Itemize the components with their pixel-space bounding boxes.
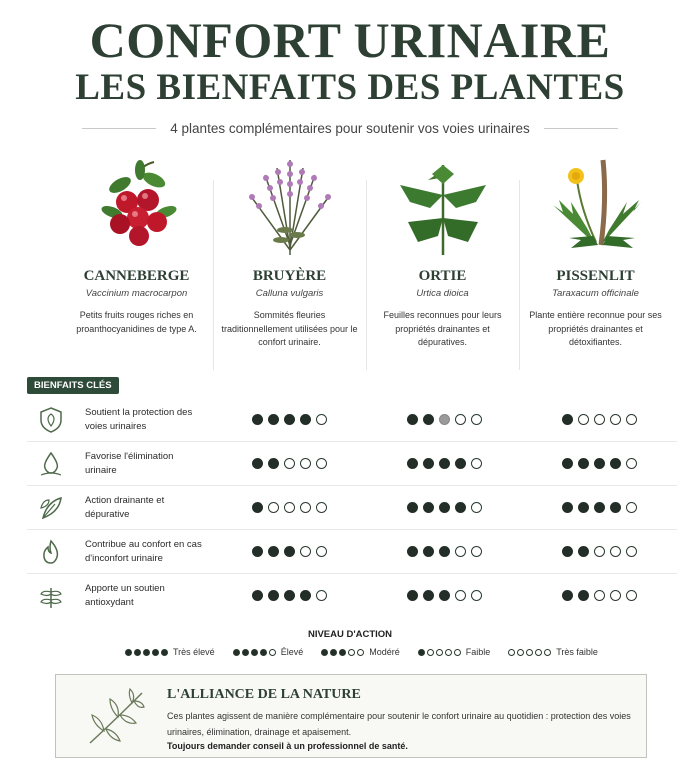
benefit-label: Contribue au confort en cas d'inconfort urinaire: [85, 539, 202, 564]
rating-dot: [423, 502, 434, 513]
legend: [125, 647, 598, 657]
rating-dot: [316, 414, 327, 425]
cranberry-illustration: [82, 150, 192, 260]
rating-dot: [471, 546, 482, 557]
rating-dot: [578, 546, 589, 557]
plant-description: Sommités fleuries traditionnellement utilisées pour le confort urinaire.: [221, 310, 358, 347]
rating-dot: [594, 546, 605, 557]
legend-label: Très élevé: [173, 647, 215, 657]
rating-dot: [300, 458, 311, 469]
rating-pissenlit: [562, 414, 637, 425]
table-row: [27, 442, 677, 486]
rating-dot: [439, 502, 450, 513]
benefits-table: [27, 398, 677, 618]
rating-dot: [252, 414, 263, 425]
benefits-badge: BIENFAITS CLÉS: [27, 377, 119, 394]
legend-dot: [357, 649, 364, 656]
plant-name: CANNEBERGE: [83, 268, 190, 284]
legend-dot: [454, 649, 461, 656]
leaf-sprig-icon: [37, 582, 65, 610]
subtitle-row: [82, 117, 618, 139]
rating-dot: [578, 502, 589, 513]
legend-dots: [418, 649, 461, 656]
plant-name: PISSENLIT: [556, 268, 635, 284]
rating-dot: [626, 590, 637, 601]
rating-dot: [578, 458, 589, 469]
rating-dot: [455, 546, 466, 557]
legend-dots: [508, 649, 551, 656]
rating-dot: [423, 546, 434, 557]
legend-dot: [161, 649, 168, 656]
rating-dot: [439, 414, 450, 425]
rating-pissenlit: [562, 546, 637, 557]
benefit-label: Action drainante et dépurative: [85, 495, 165, 520]
rating-dot: [610, 546, 621, 557]
alliance-box: [55, 674, 647, 758]
rating-ortie: [407, 458, 482, 469]
benefit-label: Favorise l'élimination urinaire: [85, 451, 174, 476]
plant-latin-name: Urtica dioica: [416, 288, 469, 299]
legend-dot: [535, 649, 542, 656]
benefit-label: Soutient la protection des voies urinaires: [85, 407, 193, 432]
rating-pissenlit: [562, 590, 637, 601]
rating-dot: [626, 414, 637, 425]
rating-dot: [407, 546, 418, 557]
rating-dot: [423, 414, 434, 425]
table-row: [27, 398, 677, 442]
dandelion-illustration: [541, 150, 651, 260]
rating-dot: [316, 590, 327, 601]
page-subtitle-heading: LES BIENFAITS DES PLANTES: [75, 67, 625, 108]
rating-dot: [268, 590, 279, 601]
legend-dot: [517, 649, 524, 656]
rating-canneberge: [252, 590, 327, 601]
legend-dot: [348, 649, 355, 656]
legend-dot: [427, 649, 434, 656]
rating-pissenlit: [562, 502, 637, 513]
rating-dot: [578, 590, 589, 601]
nettle-illustration: [388, 150, 498, 260]
rating-dot: [284, 458, 295, 469]
rating-dot: [471, 502, 482, 513]
legend-label: Élevé: [280, 647, 304, 657]
legend-dot: [242, 649, 249, 656]
flame-icon: [37, 538, 65, 566]
rating-dot: [610, 414, 621, 425]
table-row: [27, 574, 677, 618]
rating-dot: [252, 546, 263, 557]
plant-description: Plante entière reconnue pour ses propriétés drainantes et détoxifiantes.: [529, 310, 662, 347]
rating-dot: [471, 414, 482, 425]
alliance-text: Ces plantes agissent de manière complémentaire pour soutenir le confort urinaire au quotidien : protection des voies urinaires, élimination, drainage et apaisement.: [167, 711, 631, 737]
herb-branch-illustration: [84, 685, 148, 749]
legend-dot: [339, 649, 346, 656]
rating-dot: [439, 546, 450, 557]
rating-canneberge: [252, 458, 327, 469]
rating-dot: [407, 502, 418, 513]
legend-dots: [233, 649, 276, 656]
rating-dot: [284, 502, 295, 513]
legend-item: [321, 647, 400, 657]
plant-columns: [60, 150, 672, 360]
rating-dot: [626, 502, 637, 513]
legend-dot: [445, 649, 452, 656]
legend-dots: [125, 649, 168, 656]
shield-leaf-icon: [37, 406, 65, 434]
legend-dot: [260, 649, 267, 656]
alliance-note: Toujours demander conseil à un professionnel de santé.: [167, 741, 408, 751]
table-row: [27, 486, 677, 530]
legend-dot: [544, 649, 551, 656]
plant-card-bruyere: [213, 150, 366, 360]
rating-canneberge: [252, 414, 327, 425]
legend-dot: [251, 649, 258, 656]
rating-dot: [455, 414, 466, 425]
table-row: [27, 530, 677, 574]
rating-dot: [407, 458, 418, 469]
legend-dot: [152, 649, 159, 656]
rating-dot: [423, 458, 434, 469]
plant-latin-name: Calluna vulgaris: [255, 288, 324, 299]
rating-dot: [268, 458, 279, 469]
tagline: 4 plantes complémentaires pour soutenir vos voies urinaires: [170, 120, 530, 136]
legend-title: NIVEAU D'ACTION: [307, 629, 393, 640]
rating-dot: [578, 414, 589, 425]
divider: [82, 128, 156, 129]
rating-dot: [610, 502, 621, 513]
benefit-label: Apporte un soutien antioxydant: [85, 583, 165, 608]
rating-ortie: [407, 414, 482, 425]
heather-illustration: [235, 150, 345, 260]
legend-item: [508, 647, 598, 657]
legend-dot: [418, 649, 425, 656]
rating-dot: [316, 458, 327, 469]
rating-dot: [268, 546, 279, 557]
rating-dot: [471, 458, 482, 469]
rating-dot: [610, 590, 621, 601]
rating-canneberge: [252, 502, 327, 513]
rating-dot: [562, 546, 573, 557]
rating-dot: [562, 458, 573, 469]
rating-dot: [284, 590, 295, 601]
rating-dot: [300, 546, 311, 557]
legend-label: Très faible: [556, 647, 598, 657]
legend-dot: [508, 649, 515, 656]
rating-dot: [439, 458, 450, 469]
legend-dot: [233, 649, 240, 656]
rating-ortie: [407, 590, 482, 601]
legend-dot: [134, 649, 141, 656]
rating-dot: [594, 590, 605, 601]
rating-dot: [439, 590, 450, 601]
water-drop-icon: [37, 450, 65, 478]
legend-item: [125, 647, 215, 657]
rating-dot: [268, 502, 279, 513]
rating-canneberge: [252, 546, 327, 557]
rating-dot: [407, 414, 418, 425]
rating-dot: [562, 590, 573, 601]
plant-description: Petits fruits rouges riches en proanthocyanidines de type A.: [76, 310, 197, 334]
legend-dot: [526, 649, 533, 656]
rating-ortie: [407, 546, 482, 557]
rating-dot: [300, 590, 311, 601]
rating-dot: [252, 458, 263, 469]
plant-card-pissenlit: [519, 150, 672, 360]
rating-dot: [268, 414, 279, 425]
legend-dot: [321, 649, 328, 656]
rating-dot: [626, 546, 637, 557]
rating-dot: [300, 414, 311, 425]
rating-dot: [407, 590, 418, 601]
legend-label: Modéré: [369, 647, 400, 657]
plant-description: Feuilles reconnues pour leurs propriétés drainantes et dépuratives.: [383, 310, 502, 347]
rating-dot: [594, 458, 605, 469]
rating-pissenlit: [562, 458, 637, 469]
leaves-icon: [37, 494, 65, 522]
rating-dot: [252, 590, 263, 601]
alliance-title: L'ALLIANCE DE LA NATURE: [167, 687, 361, 702]
rating-dot: [562, 414, 573, 425]
plant-name: BRUYÈRE: [252, 268, 327, 284]
plant-name: ORTIE: [418, 268, 467, 284]
plant-latin-name: Taraxacum officinale: [552, 288, 639, 299]
page-title: CONFORT URINAIRE: [89, 12, 611, 68]
rating-dot: [471, 590, 482, 601]
rating-dot: [626, 458, 637, 469]
legend-dot: [143, 649, 150, 656]
rating-dot: [284, 546, 295, 557]
legend-item: [418, 647, 491, 657]
rating-ortie: [407, 502, 482, 513]
legend-dots: [321, 649, 364, 656]
rating-dot: [610, 458, 621, 469]
legend-dot: [269, 649, 276, 656]
rating-dot: [252, 502, 263, 513]
divider: [544, 128, 618, 129]
plant-latin-name: Vaccinium macrocarpon: [85, 288, 188, 299]
rating-dot: [455, 502, 466, 513]
rating-dot: [316, 502, 327, 513]
rating-dot: [316, 546, 327, 557]
rating-dot: [284, 414, 295, 425]
legend-dot: [436, 649, 443, 656]
legend-label: Faible: [465, 647, 491, 657]
rating-dot: [594, 414, 605, 425]
plant-card-canneberge: [60, 150, 213, 360]
plant-card-ortie: [366, 150, 519, 360]
rating-dot: [455, 458, 466, 469]
legend-dot: [330, 649, 337, 656]
legend-item: [233, 647, 304, 657]
rating-dot: [423, 590, 434, 601]
rating-dot: [594, 502, 605, 513]
rating-dot: [562, 502, 573, 513]
legend-dot: [125, 649, 132, 656]
rating-dot: [300, 502, 311, 513]
rating-dot: [455, 590, 466, 601]
